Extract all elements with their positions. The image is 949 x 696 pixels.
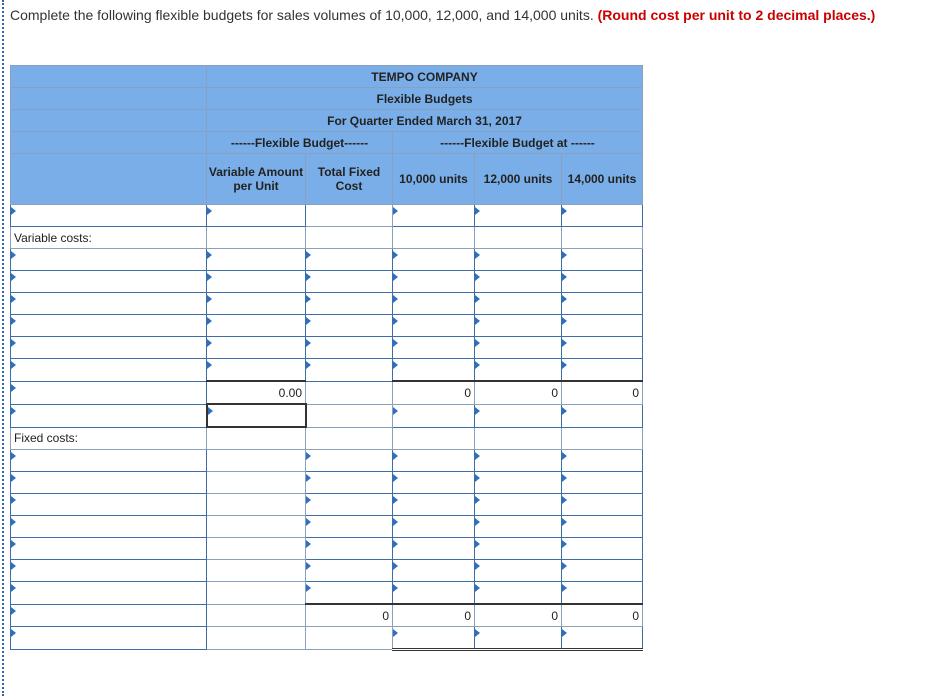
fixed-costs-label: Fixed costs: [11, 427, 207, 450]
variable-12000-input[interactable] [475, 337, 562, 359]
group-header-flexible-budget-at: ------Flexible Budget at ------ [393, 132, 643, 154]
table-row [11, 582, 643, 605]
table-row [11, 404, 643, 427]
table-row [11, 494, 643, 516]
variable-cost-label-input[interactable] [11, 359, 207, 382]
fixed-total-input[interactable] [306, 494, 393, 516]
total-variable-label-input[interactable] [11, 381, 207, 404]
variable-fixed-input[interactable] [306, 359, 393, 382]
final-14000-input[interactable] [562, 627, 643, 650]
variable-costs-label: Variable costs: [11, 227, 207, 249]
col-header-total-fixed: Total Fixed Cost [306, 154, 393, 205]
sales-label-input[interactable] [11, 205, 207, 227]
fixed-12000-input[interactable] [475, 538, 562, 560]
variable-12000-input[interactable] [475, 249, 562, 271]
instructions [10, 6, 930, 25]
variable-per-unit-input[interactable] [207, 271, 306, 293]
variable-per-unit-input[interactable] [207, 359, 306, 382]
fixed-10000-input[interactable] [393, 472, 475, 494]
col-header-12000: 12,000 units [475, 154, 562, 205]
table-row [11, 560, 643, 582]
variable-fixed-input[interactable] [306, 337, 393, 359]
fixed-12000-input[interactable] [475, 472, 562, 494]
contribution-14000-input[interactable] [562, 404, 643, 427]
fixed-10000-input[interactable] [393, 560, 475, 582]
variable-cost-label-input[interactable] [11, 293, 207, 315]
final-12000-input[interactable] [475, 627, 562, 650]
variable-10000-input[interactable] [393, 315, 475, 337]
table-row [11, 450, 643, 472]
fixed-14000-input[interactable] [562, 560, 643, 582]
table-row [11, 205, 643, 227]
budget-title: Flexible Budgets [207, 88, 643, 110]
variable-fixed-input[interactable] [306, 293, 393, 315]
variable-per-unit-input[interactable] [207, 249, 306, 271]
variable-cost-label-input[interactable] [11, 315, 207, 337]
fixed-14000-input[interactable] [562, 538, 643, 560]
fixed-14000-input[interactable] [562, 516, 643, 538]
col-header-14000: 14,000 units [562, 154, 643, 205]
variable-per-unit-input[interactable] [207, 293, 306, 315]
budget-period: For Quarter Ended March 31, 2017 [207, 110, 643, 132]
fixed-10000-input[interactable] [393, 494, 475, 516]
total-fixed-cost: 0 [306, 604, 393, 627]
rounding-note: (Round cost per unit to 2 decimal places.) [597, 7, 876, 23]
company-name: TEMPO COMPANY [207, 66, 643, 88]
total-variable-12000: 0 [475, 381, 562, 404]
variable-fixed-input[interactable] [306, 271, 393, 293]
fixed-total-input[interactable] [306, 472, 393, 494]
variable-14000-input[interactable] [562, 293, 643, 315]
variable-cost-label-input[interactable] [11, 337, 207, 359]
table-row [11, 315, 643, 337]
variable-12000-input[interactable] [475, 271, 562, 293]
contribution-label-input[interactable] [11, 404, 207, 427]
sales-12000-input[interactable] [475, 205, 562, 227]
variable-14000-input[interactable] [562, 337, 643, 359]
variable-cost-label-input[interactable] [11, 249, 207, 271]
fixed-total-input[interactable] [306, 450, 393, 472]
variable-14000-input[interactable] [562, 315, 643, 337]
sales-10000-input[interactable] [393, 205, 475, 227]
total-variable-14000: 0 [562, 381, 643, 404]
fixed-total-input[interactable] [306, 538, 393, 560]
contribution-10000-input[interactable] [393, 404, 475, 427]
variable-fixed-input[interactable] [306, 249, 393, 271]
fixed-10000-input[interactable] [393, 582, 475, 605]
table-row [11, 516, 643, 538]
total-fixed-10000: 0 [393, 604, 475, 627]
sales-per-unit-input[interactable] [207, 205, 306, 227]
fixed-14000-input[interactable] [562, 494, 643, 516]
table-row [11, 381, 643, 404]
table-row [11, 627, 643, 650]
fixed-total-input[interactable] [306, 516, 393, 538]
final-label-input[interactable] [11, 627, 207, 650]
total-fixed-12000: 0 [475, 604, 562, 627]
fixed-cost-label-input[interactable] [11, 494, 207, 516]
fixed-12000-input[interactable] [475, 450, 562, 472]
fixed-14000-input[interactable] [562, 450, 643, 472]
table-row [11, 472, 643, 494]
table-row [11, 359, 643, 382]
variable-10000-input[interactable] [393, 249, 475, 271]
fixed-10000-input[interactable] [393, 450, 475, 472]
fixed-total-input[interactable] [306, 560, 393, 582]
flexible-budget-table [10, 65, 643, 651]
table-row [11, 227, 643, 249]
variable-per-unit-input[interactable] [207, 315, 306, 337]
variable-fixed-input[interactable] [306, 315, 393, 337]
table-row [11, 271, 643, 293]
left-dotted-border [2, 0, 4, 696]
variable-12000-input[interactable] [475, 315, 562, 337]
table-row [11, 249, 643, 271]
fixed-12000-input[interactable] [475, 582, 562, 605]
variable-12000-input[interactable] [475, 359, 562, 382]
variable-12000-input[interactable] [475, 293, 562, 315]
fixed-cost-label-input[interactable] [11, 560, 207, 582]
final-10000-input[interactable] [393, 627, 475, 650]
variable-10000-input[interactable] [393, 271, 475, 293]
variable-10000-input[interactable] [393, 293, 475, 315]
variable-10000-input[interactable] [393, 359, 475, 382]
total-fixed-14000: 0 [562, 604, 643, 627]
fixed-14000-input[interactable] [562, 472, 643, 494]
table-row [11, 337, 643, 359]
variable-cost-label-input[interactable] [11, 271, 207, 293]
col-header-variable-amount: Variable Amount per Unit [207, 154, 306, 205]
fixed-12000-input[interactable] [475, 560, 562, 582]
fixed-cost-label-input[interactable] [11, 582, 207, 605]
fixed-total-input[interactable] [306, 582, 393, 605]
fixed-cost-label-input[interactable] [11, 472, 207, 494]
sales-14000-input[interactable] [562, 205, 643, 227]
table-row [11, 293, 643, 315]
fixed-10000-input[interactable] [393, 538, 475, 560]
contribution-per-unit-input[interactable] [207, 404, 306, 427]
col-header-10000: 10,000 units [393, 154, 475, 205]
fixed-12000-input[interactable] [475, 494, 562, 516]
variable-10000-input[interactable] [393, 337, 475, 359]
variable-per-unit-input[interactable] [207, 337, 306, 359]
variable-14000-input[interactable] [562, 359, 643, 382]
fixed-cost-label-input[interactable] [11, 516, 207, 538]
total-variable-per-unit: 0.00 [207, 381, 306, 404]
fixed-12000-input[interactable] [475, 516, 562, 538]
table-row [11, 538, 643, 560]
table-row [11, 604, 643, 627]
fixed-cost-label-input[interactable] [11, 538, 207, 560]
instruction-text: Complete the following flexible budgets for sales volumes of 10,000, 12,000, and 14,000 units. [10, 7, 594, 23]
table-row [11, 427, 643, 450]
total-fixed-label-input[interactable] [11, 604, 207, 627]
fixed-14000-input[interactable] [562, 582, 643, 605]
variable-14000-input[interactable] [562, 249, 643, 271]
fixed-cost-label-input[interactable] [11, 450, 207, 472]
contribution-12000-input[interactable] [475, 404, 562, 427]
fixed-10000-input[interactable] [393, 516, 475, 538]
total-variable-10000: 0 [393, 381, 475, 404]
variable-14000-input[interactable] [562, 271, 643, 293]
group-header-flexible-budget: ------Flexible Budget------ [207, 132, 393, 154]
